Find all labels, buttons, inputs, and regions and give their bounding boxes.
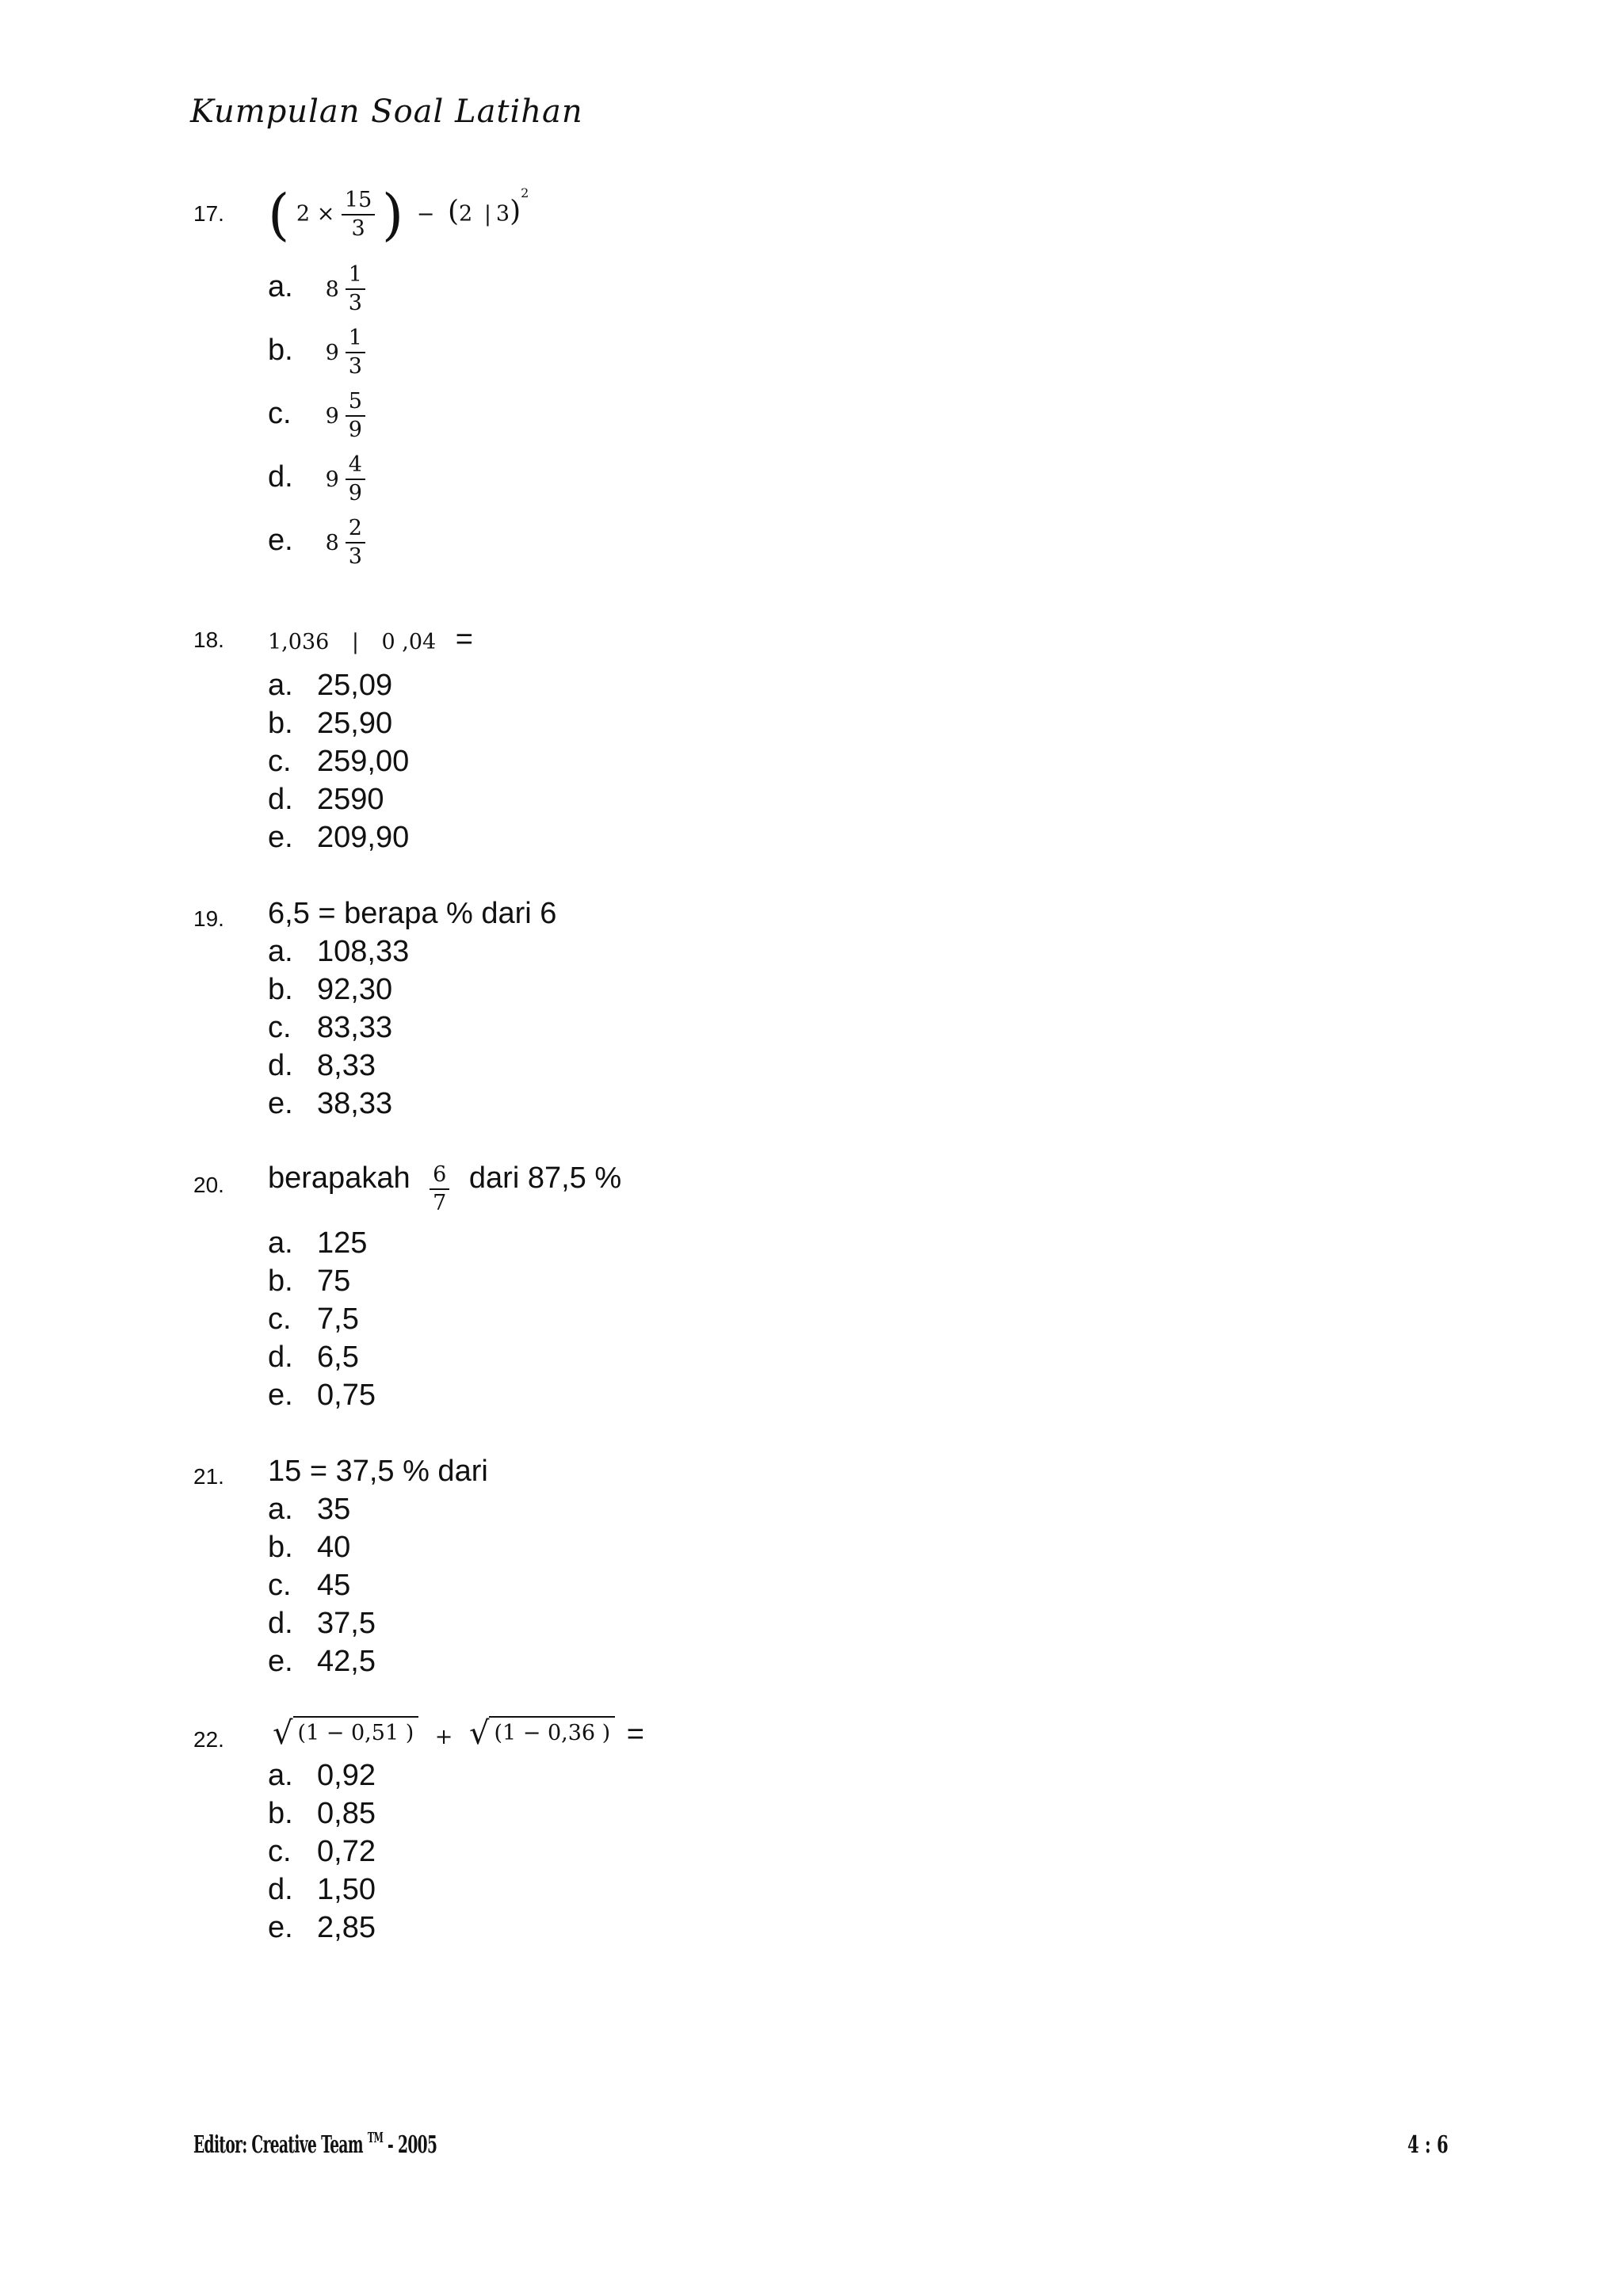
option-e[interactable]: e. 38,33 <box>268 1087 393 1120</box>
option-b[interactable] <box>268 325 365 380</box>
option-c[interactable]: c. 45 <box>268 1569 351 1602</box>
option-letter: e. <box>268 523 293 557</box>
fraction: $\frac{15}{3}$ <box>342 187 375 242</box>
option-c[interactable]: c. 7,5 <box>268 1302 359 1336</box>
option-a[interactable]: a. 125 <box>268 1226 368 1260</box>
fraction: $\frac{6}{7}$ <box>430 1161 449 1217</box>
question-expression: ( 2 × $\frac{15}{3}$ ) − (2 | 3)$^2$ <box>268 182 529 247</box>
option-letter: a. <box>268 269 293 303</box>
mixed-number: 8 $\frac{2}{3}$ <box>326 515 365 570</box>
option-c[interactable]: c. 83,33 <box>268 1011 393 1044</box>
mixed-number: 9 $\frac{5}{9}$ <box>326 388 365 444</box>
option-a[interactable]: a. 0,92 <box>268 1759 376 1792</box>
question-number: 18. <box>193 627 224 652</box>
option-a[interactable]: a. 108,33 <box>268 935 410 968</box>
question-text: berapakah $\frac{6}{7}$ dari 87,5 % <box>268 1161 622 1215</box>
option-e[interactable]: e. 0,75 <box>268 1379 376 1412</box>
option-b[interactable]: b. 75 <box>268 1264 351 1298</box>
option-d[interactable]: d. 1,50 <box>268 1873 376 1906</box>
option-a[interactable]: a. 35 <box>268 1493 351 1526</box>
page-header-title: Kumpulan Soal Latihan <box>190 93 583 130</box>
option-letter: b. <box>268 333 293 367</box>
option-e[interactable]: e. 209,90 <box>268 821 410 854</box>
mixed-number: 8 $\frac{1}{3}$ <box>326 261 365 317</box>
option-b[interactable]: b. 40 <box>268 1531 351 1564</box>
option-d[interactable]: d. 2590 <box>268 783 384 816</box>
option-d[interactable]: d. 6,5 <box>268 1341 359 1374</box>
option-d[interactable] <box>268 452 365 507</box>
mixed-number: 9 $\frac{4}{9}$ <box>326 452 365 507</box>
question-number: 17. <box>193 201 224 226</box>
question-text: 6,5 = berapa % dari 6 <box>268 897 557 930</box>
option-b[interactable]: b. 25,90 <box>268 707 393 740</box>
trademark-mark: TM <box>367 2130 384 2146</box>
option-e[interactable]: e. 2,85 <box>268 1911 376 1944</box>
question-expression: √ (1 − 0,51 ) + √ (1 − 0,36 ) = <box>273 1715 644 1752</box>
question-number: 19. <box>193 906 224 931</box>
option-b[interactable]: b. 0,85 <box>268 1797 376 1830</box>
option-letter: d. <box>268 460 293 494</box>
question-expression: 1,036 | 0 ,04 = <box>268 623 473 656</box>
footer-editor: Editor: Creative Team ™ - 2005 <box>193 2130 437 2159</box>
square-root: √ (1 − 0,36 ) <box>469 1716 615 1749</box>
question-number: 21. <box>193 1464 224 1489</box>
question-number: 22. <box>193 1727 224 1752</box>
option-e[interactable] <box>268 515 365 570</box>
mixed-number: 9 $\frac{1}{3}$ <box>326 325 365 380</box>
option-a[interactable] <box>268 261 365 317</box>
page-number: 4 : 6 <box>1407 2131 1449 2159</box>
option-b[interactable]: b. 92,30 <box>268 973 393 1006</box>
option-d[interactable]: d. 37,5 <box>268 1607 376 1640</box>
option-a[interactable]: a. 25,09 <box>268 669 393 702</box>
option-letter: c. <box>268 396 292 430</box>
option-e[interactable]: e. 42,5 <box>268 1645 376 1678</box>
option-c[interactable]: c. 259,00 <box>268 745 410 778</box>
option-c[interactable] <box>268 388 365 444</box>
option-d[interactable]: d. 8,33 <box>268 1049 376 1082</box>
question-text: 15 = 37,5 % dari <box>268 1455 488 1488</box>
question-number: 20. <box>193 1173 224 1197</box>
option-c[interactable]: c. 0,72 <box>268 1835 376 1868</box>
square-root: √ (1 − 0,51 ) <box>273 1716 418 1749</box>
